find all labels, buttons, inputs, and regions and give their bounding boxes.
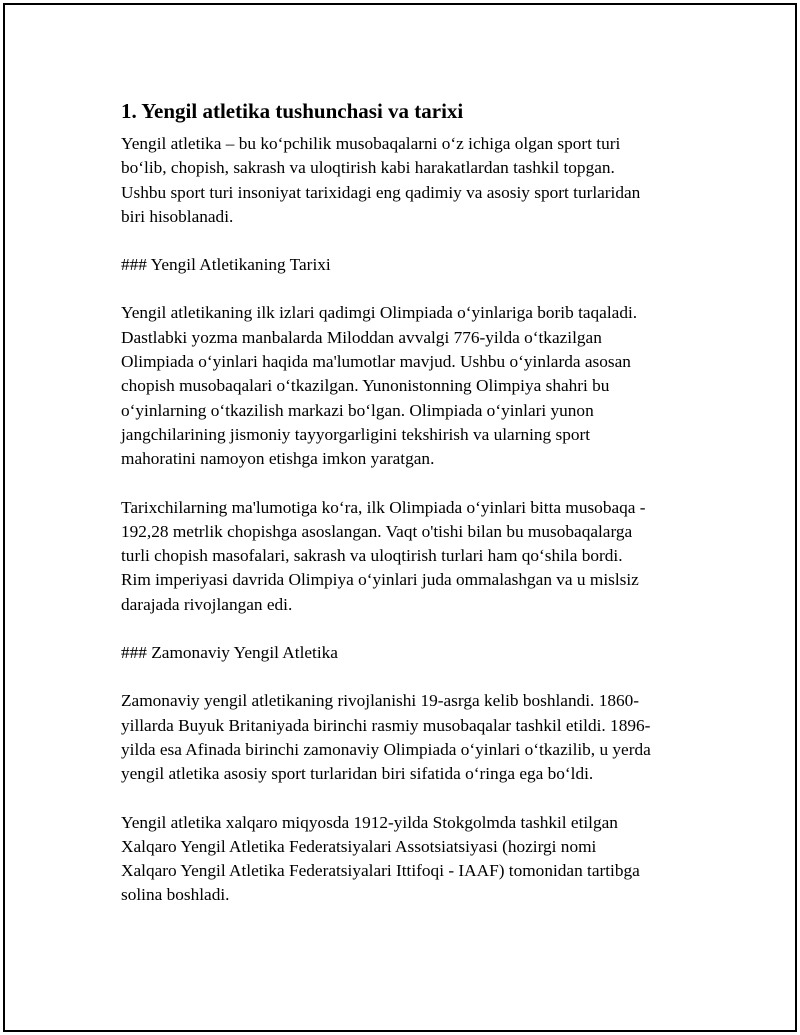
modern-paragraph-2: Yengil atletika xalqaro miqyosda 1912-yilda Stokgolmda tashkil etilgan Xalqaro Yengil Atletika Federatsiyalari Assotsiatsiyasi (hozirgi nomi Xalqaro Yengil Atletika Federatsiyalari Ittifoqi - IAAF) tomonidan tartibga solina boshladi. <box>121 812 640 905</box>
intro-paragraph: Yengil atletika – bu koʻpchilik musobaqalarni oʻz ichiga olgan sport turi boʻlib, chopish, sakrash va uloqtirish kabi harakatlardan tashkil topgan. Ushbu sport turi insoniyat tarixidagi eng qadimiy va asosiy sport turlaridan biri hisoblanadi. <box>121 134 641 226</box>
modern-paragraph-1: Zamonaviy yengil atletikaning rivojlanishi 19-asrga kelib boshlandi. 1860- yillarda Buyuk Britaniyada birinchi rasmiy musobaqalar tashkil etildi. 1896- yilda esa Afinada birinchi zamonaviy Olimpiada oʻyinlari oʻtkazilib, u yerda yengil atletika asosiy sport turlaridan biri sifatida oʻringa ega boʻldi. <box>121 691 651 784</box>
document-body <box>121 97 701 908</box>
page-title: 1. Yengil atletika tushunchasi va tarixi <box>121 99 464 123</box>
modern-section-heading: ### Zamonaviy Yengil Atletika <box>121 643 338 663</box>
history-section-heading: ### Yengil Atletikaning Tarixi <box>121 255 331 275</box>
document-page <box>3 3 797 1032</box>
history-paragraph-1: Yengil atletikaning ilk izlari qadimgi Olimpiada oʻyinlariga borib taqaladi. Dastlabki yozma manbalarda Miloddan avvalgi 776-yilda oʻtkazilgan Olimpiada oʻyinlari haqida ma'lumotlar mavjud. Ushbu oʻyinlarda asosan chopish musobaqalari oʻtkazilgan. Yunonistonning Olimpiya shahri bu oʻyinlarning oʻtkazilish markazi boʻlgan. Olimpiada oʻyinlari yunon jangchilarining jismoniy tayyorgarligini tekshirish va ularning sport mahoratini namoyon etishga imkon yaratgan. <box>121 303 638 469</box>
history-paragraph-2: Tarixchilarning ma'lumotiga koʻra, ilk Olimpiada oʻyinlari bitta musobaqa - 192,28 metrlik chopishga asoslangan. Vaqt o'tishi bilan bu musobaqalarga turli chopish masofalari, sakrash va uloqtirish turlari ham qoʻshila bordi. Rim imperiyasi davrida Olimpiya oʻyinlari juda ommalashgan va u mislsiz darajada rivojlangan edi. <box>121 497 646 614</box>
